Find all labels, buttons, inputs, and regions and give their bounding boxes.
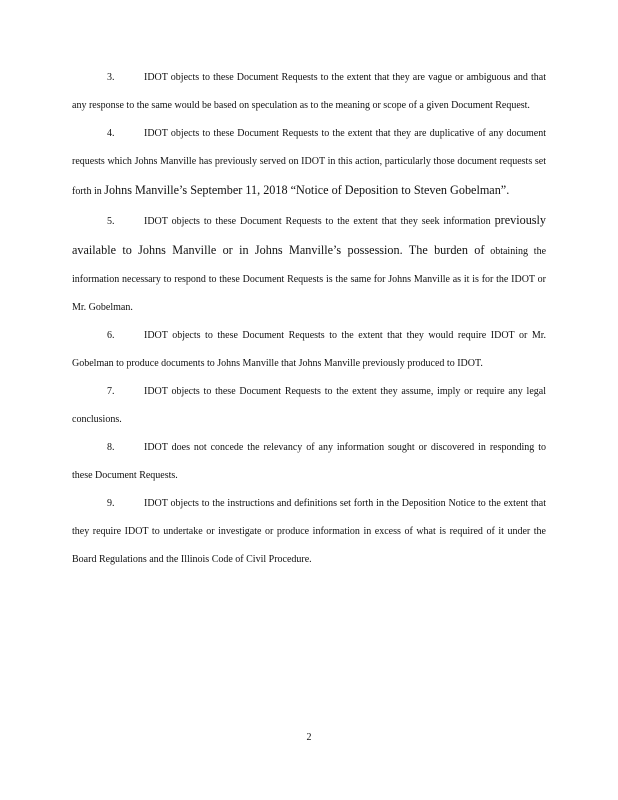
paragraph-number: 6. <box>107 330 115 341</box>
paragraph-number: 3. <box>107 72 115 83</box>
paragraph-text: IDOT objects to these Document Requests to the extent that they seek information <box>144 216 491 227</box>
paragraph-text: IDOT objects to the instructions and definitions set forth in the Deposition Notice to the extent that they require IDOT to undertake or investigate or produce information in excess of what is required of it under the Board Regulations and the Illinois Code of Civil Procedure. <box>72 498 546 565</box>
paragraph-number: 4. <box>107 128 115 139</box>
paragraph-9 <box>72 490 546 574</box>
paragraph-text: IDOT objects to these Document Requests to the extent they assume, imply or require any legal conclusions. <box>72 386 546 425</box>
paragraph-text: IDOT objects to these Document Requests to the extent that they are duplicative of any document requests which Johns Manville has previously served on IDOT in this action, particularly those document requests set forth in <box>72 128 546 197</box>
paragraph-text-large: previously available to Johns Manville or in Johns Manville’s possession. The burden of <box>72 213 547 257</box>
document-body <box>72 64 546 574</box>
paragraph-5 <box>72 206 546 322</box>
paragraph-8 <box>72 434 546 490</box>
paragraph-number: 7. <box>107 386 115 397</box>
paragraph-text-tail: obtaining the information necessary to respond to these Document Requests is the same for Johns Manville as it is for the IDOT or Mr. Gobelman. <box>72 246 547 313</box>
paragraph-4 <box>72 120 546 206</box>
paragraph-text: IDOT objects to these Document Requests to the extent that they would require IDOT or Mr. Gobelman to produce documents to Johns Manville that Johns Manville previously produced to IDOT. <box>72 330 546 369</box>
paragraph-7 <box>72 378 546 434</box>
paragraph-number: 8. <box>107 442 115 453</box>
paragraph-text: IDOT does not concede the relevancy of any information sought or discovered in responding to these Document Requests. <box>72 442 546 481</box>
paragraph-6 <box>72 322 546 378</box>
paragraph-text: IDOT objects to these Document Requests to the extent that they are vague or ambiguous and that any response to the same would be based on speculation as to the meaning or scope of a given Document Request. <box>72 72 546 111</box>
paragraph-text-large: Johns Manville’s September 11, 2018 “Notice of Deposition to Steven Gobelman”. <box>104 183 510 197</box>
page-number: 2 <box>306 732 312 743</box>
paragraph-3 <box>72 64 546 120</box>
paragraph-number: 5. <box>107 216 115 227</box>
paragraph-number: 9. <box>107 498 115 509</box>
